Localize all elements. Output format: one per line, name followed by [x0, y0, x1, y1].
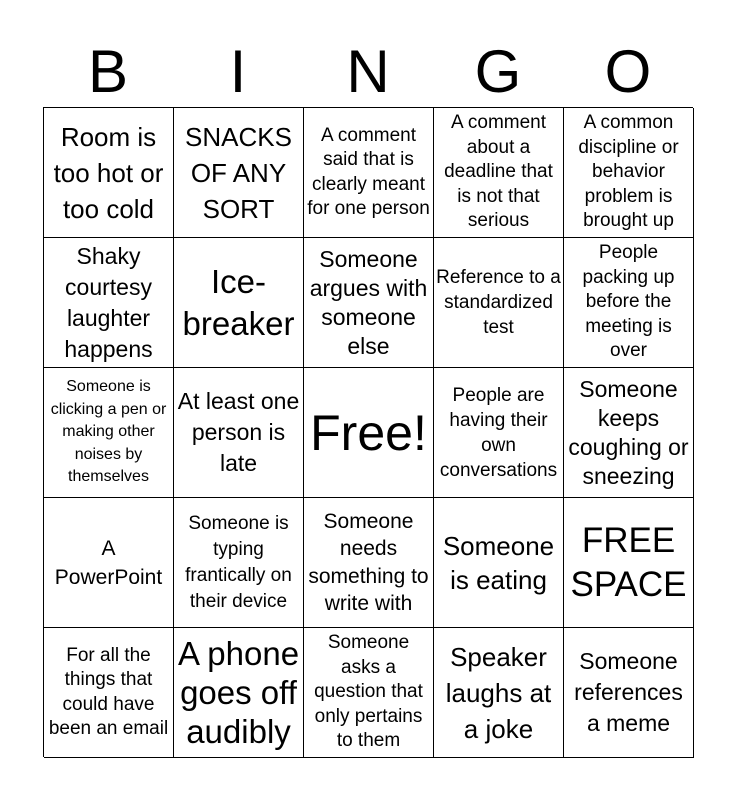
bingo-cell[interactable] [44, 628, 174, 758]
cell-text: At least one person is late [177, 388, 300, 476]
bingo-cell[interactable] [174, 498, 304, 628]
cell-text: Reference to a standardized test [436, 267, 561, 338]
header-letter-b: B [87, 38, 129, 105]
cell-text: Ice-breaker [182, 262, 295, 342]
bingo-cell[interactable] [434, 368, 564, 498]
bingo-cell[interactable] [564, 368, 694, 498]
bingo-cell[interactable] [44, 108, 174, 238]
bingo-cell[interactable] [304, 628, 434, 758]
header-letter-o: O [604, 38, 652, 105]
bingo-cell[interactable] [304, 108, 434, 238]
bingo-cell[interactable] [564, 238, 694, 368]
bingo-cell[interactable] [564, 628, 694, 758]
cell-text: Shaky courtesy laughter happens [64, 242, 153, 362]
cell-text: For all the things that could have been an email [48, 644, 169, 739]
bingo-grid [43, 107, 693, 757]
cell-text: Free! [310, 404, 427, 461]
bingo-cell[interactable] [174, 238, 304, 368]
cell-text: People are having their own conversations [439, 384, 558, 481]
header-letter-i: I [229, 38, 247, 105]
bingo-cell[interactable] [564, 498, 694, 628]
cell-text: A common discipline or behavior problem is brought up [578, 112, 679, 232]
bingo-cell[interactable] [564, 108, 694, 238]
bingo-cell[interactable] [44, 238, 174, 368]
cell-text: A comment about a deadline that is not that serious [444, 112, 553, 232]
cell-text: Someone is eating [442, 530, 555, 595]
cell-text: Someone asks a question that only pertains to them [314, 632, 423, 752]
bingo-cell[interactable] [434, 498, 564, 628]
cell-text: People packing up before the meeting is over [582, 242, 675, 362]
bingo-cell[interactable] [434, 238, 564, 368]
cell-text: Someone is typing frantically on their device [185, 512, 292, 612]
bingo-cell[interactable] [304, 368, 434, 498]
cell-text: Someone needs something to write with [308, 509, 429, 615]
header-letter-g: G [474, 38, 522, 105]
bingo-cell[interactable] [174, 368, 304, 498]
cell-text: A phone goes off audibly [177, 635, 300, 750]
bingo-cell[interactable] [44, 498, 174, 628]
bingo-cell[interactable] [174, 628, 304, 758]
bingo-cell[interactable] [434, 108, 564, 238]
cell-text: Someone keeps coughing or sneezing [568, 375, 689, 489]
bingo-cell[interactable] [434, 628, 564, 758]
bingo-cell[interactable] [304, 238, 434, 368]
cell-text: Room is too hot or too cold [53, 121, 164, 224]
cell-text: Someone is clicking a pen or making other noises by themselves [50, 378, 167, 486]
bingo-cell[interactable] [304, 498, 434, 628]
bingo-cell[interactable] [174, 108, 304, 238]
cell-text: FREE SPACE [570, 520, 687, 604]
bingo-header [43, 36, 693, 108]
cell-text: Someone argues with someone else [309, 245, 428, 359]
cell-text: SNACKS OF ANY SORT [185, 121, 292, 224]
cell-text: A comment said that is clearly meant for one person [307, 124, 430, 219]
bingo-cell[interactable] [44, 368, 174, 498]
cell-text: Speaker laughs at a joke [445, 641, 552, 744]
header-letter-n: N [346, 38, 390, 105]
cell-text: Someone references a meme [574, 648, 683, 736]
cell-text: A PowerPoint [54, 536, 163, 589]
